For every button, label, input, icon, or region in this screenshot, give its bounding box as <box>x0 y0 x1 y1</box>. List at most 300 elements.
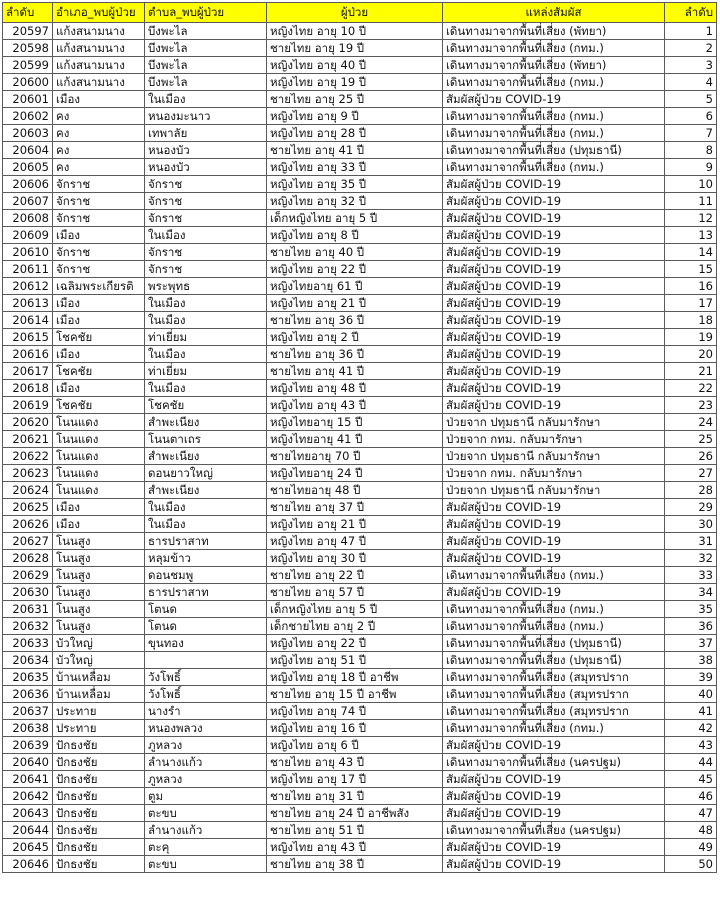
table-row <box>3 346 717 363</box>
table-row <box>3 278 717 295</box>
table-row <box>3 227 717 244</box>
cell-district: คง <box>53 108 145 125</box>
cell-patient: หญิงไทยอายุ 15 ปี <box>267 414 443 431</box>
cell-subdistrict: จักราช <box>145 176 267 193</box>
cell-contact: สัมผัสผู้ป่วย COVID-19 <box>443 176 665 193</box>
table-row <box>3 618 717 635</box>
cell-district: เมือง <box>53 91 145 108</box>
cell-subdistrict: จักราช <box>145 244 267 261</box>
cell-patient: ชายไทย อายุ 37 ปี <box>267 499 443 516</box>
cell-subdistrict: สำพะเนียง <box>145 448 267 465</box>
cell-id: 20635 <box>3 669 53 686</box>
cell-patient: หญิงไทยอายุ 41 ปี <box>267 431 443 448</box>
cell-district: บ้านเหลื่อม <box>53 686 145 703</box>
cell-contact: เดินทางมาจากพื้นที่เสี่ยง (กทม.) <box>443 125 665 142</box>
cell-patient: หญิงไทย อายุ 43 ปี <box>267 839 443 856</box>
cell-district: เมือง <box>53 499 145 516</box>
cell-patient: ชายไทย อายุ 15 ปี อาชีพ <box>267 686 443 703</box>
cell-district: แก้งสนามนาง <box>53 40 145 57</box>
cell-subdistrict: โชคชัย <box>145 397 267 414</box>
cell-patient: ชายไทย อายุ 22 ปี <box>267 567 443 584</box>
cell-order: 31 <box>665 533 717 550</box>
cell-id: 20606 <box>3 176 53 193</box>
header-district: อำเภอ_พบผู้ป่วย <box>53 3 145 23</box>
cell-order: 18 <box>665 312 717 329</box>
cell-district: ประทาย <box>53 720 145 737</box>
header-id: ลำดับ <box>3 3 53 23</box>
cell-subdistrict: ธารปราสาท <box>145 533 267 550</box>
cell-subdistrict: ท่าเยี่ยม <box>145 329 267 346</box>
cell-id: 20642 <box>3 788 53 805</box>
cell-subdistrict: วังโพธิ์ <box>145 669 267 686</box>
table-row <box>3 771 717 788</box>
cell-contact: สัมผัสผู้ป่วย COVID-19 <box>443 788 665 805</box>
cell-patient: หญิงไทย อายุ 30 ปี <box>267 550 443 567</box>
cell-district: เมือง <box>53 346 145 363</box>
cell-contact: เดินทางมาจากพื้นที่เสี่ยง (กทม.) <box>443 159 665 176</box>
cell-order: 14 <box>665 244 717 261</box>
cell-patient: ชายไทย อายุ 40 ปี <box>267 244 443 261</box>
cell-id: 20615 <box>3 329 53 346</box>
cell-patient: หญิงไทย อายุ 47 ปี <box>267 533 443 550</box>
cell-order: 33 <box>665 567 717 584</box>
cell-id: 20614 <box>3 312 53 329</box>
cell-contact: สัมผัสผู้ป่วย COVID-19 <box>443 584 665 601</box>
cell-id: 20608 <box>3 210 53 227</box>
table-row <box>3 567 717 584</box>
cell-patient: หญิงไทย อายุ 43 ปี <box>267 397 443 414</box>
table-row <box>3 601 717 618</box>
cell-district: ปักธงชัย <box>53 822 145 839</box>
cell-id: 20634 <box>3 652 53 669</box>
cell-contact: เดินทางมาจากพื้นที่เสี่ยง (สมุทรปราก <box>443 669 665 686</box>
table-row <box>3 176 717 193</box>
cell-id: 20628 <box>3 550 53 567</box>
cell-patient: ชายไทย อายุ 24 ปี อาชีพสัง <box>267 805 443 822</box>
cell-contact: เดินทางมาจากพื้นที่เสี่ยง (กทม.) <box>443 720 665 737</box>
cell-district: ปักธงชัย <box>53 805 145 822</box>
cell-id: 20645 <box>3 839 53 856</box>
cell-contact: สัมผัสผู้ป่วย COVID-19 <box>443 533 665 550</box>
cell-district: จักราช <box>53 244 145 261</box>
cell-contact: สัมผัสผู้ป่วย COVID-19 <box>443 329 665 346</box>
cell-order: 20 <box>665 346 717 363</box>
cell-patient: ชายไทย อายุ 57 ปี <box>267 584 443 601</box>
cell-id: 20630 <box>3 584 53 601</box>
cell-district: โนนสูง <box>53 601 145 618</box>
cell-subdistrict: ตะขบ <box>145 856 267 873</box>
table-row <box>3 380 717 397</box>
cell-patient: หญิงไทย อายุ 9 ปี <box>267 108 443 125</box>
cell-district: โชคชัย <box>53 397 145 414</box>
cell-id: 20600 <box>3 74 53 91</box>
cell-id: 20623 <box>3 465 53 482</box>
cell-id: 20643 <box>3 805 53 822</box>
table-row <box>3 720 717 737</box>
cell-subdistrict: ในเมือง <box>145 380 267 397</box>
cell-id: 20609 <box>3 227 53 244</box>
cell-patient: ชายไทย อายุ 43 ปี <box>267 754 443 771</box>
header-subdistrict: ตำบล_พบผู้ป่วย <box>145 3 267 23</box>
cell-order: 32 <box>665 550 717 567</box>
cell-id: 20597 <box>3 23 53 40</box>
table-row <box>3 210 717 227</box>
cell-order: 6 <box>665 108 717 125</box>
cell-id: 20601 <box>3 91 53 108</box>
cell-order: 40 <box>665 686 717 703</box>
cell-subdistrict: บึงพะไล <box>145 74 267 91</box>
cell-district: ปักธงชัย <box>53 771 145 788</box>
cell-district: เมือง <box>53 312 145 329</box>
cell-subdistrict: หนองบัว <box>145 142 267 159</box>
cell-contact: สัมผัสผู้ป่วย COVID-19 <box>443 346 665 363</box>
cell-order: 37 <box>665 635 717 652</box>
cell-id: 20624 <box>3 482 53 499</box>
cell-district: จักราช <box>53 210 145 227</box>
cell-district: โนนสูง <box>53 550 145 567</box>
cell-patient: เด็กชายไทย อายุ 2 ปี <box>267 618 443 635</box>
cell-id: 20618 <box>3 380 53 397</box>
table-row <box>3 431 717 448</box>
cell-district: เมือง <box>53 227 145 244</box>
cell-id: 20621 <box>3 431 53 448</box>
cell-patient: หญิงไทย อายุ 35 ปี <box>267 176 443 193</box>
cell-order: 19 <box>665 329 717 346</box>
cell-subdistrict: ท่าเยี่ยม <box>145 363 267 380</box>
cell-district: โนนสูง <box>53 567 145 584</box>
cell-contact: สัมผัสผู้ป่วย COVID-19 <box>443 227 665 244</box>
cell-subdistrict: ในเมือง <box>145 312 267 329</box>
cell-id: 20607 <box>3 193 53 210</box>
cell-order: 35 <box>665 601 717 618</box>
cell-order: 7 <box>665 125 717 142</box>
cell-id: 20599 <box>3 57 53 74</box>
cell-subdistrict: บึงพะไล <box>145 23 267 40</box>
cell-id: 20632 <box>3 618 53 635</box>
cell-order: 44 <box>665 754 717 771</box>
cell-id: 20640 <box>3 754 53 771</box>
cell-patient: ชายไทย อายุ 41 ปี <box>267 363 443 380</box>
cell-district: โนนสูง <box>53 533 145 550</box>
cell-district: บัวใหญ่ <box>53 635 145 652</box>
cell-contact: สัมผัสผู้ป่วย COVID-19 <box>443 499 665 516</box>
cell-district: ปักธงชัย <box>53 788 145 805</box>
table-row <box>3 125 717 142</box>
cell-district: จักราช <box>53 176 145 193</box>
table-row <box>3 805 717 822</box>
cell-id: 20598 <box>3 40 53 57</box>
cell-id: 20625 <box>3 499 53 516</box>
cell-order: 21 <box>665 363 717 380</box>
cell-subdistrict: ดอนยาวใหญ่ <box>145 465 267 482</box>
cell-patient: หญิงไทย อายุ 22 ปี <box>267 261 443 278</box>
cell-order: 26 <box>665 448 717 465</box>
cell-patient: หญิงไทย อายุ 2 ปี <box>267 329 443 346</box>
table-row <box>3 244 717 261</box>
table-row <box>3 23 717 40</box>
cell-contact: สัมผัสผู้ป่วย COVID-19 <box>443 295 665 312</box>
table-row <box>3 91 717 108</box>
cell-patient: ชายไทย อายุ 31 ปี <box>267 788 443 805</box>
cell-id: 20629 <box>3 567 53 584</box>
cell-contact: สัมผัสผู้ป่วย COVID-19 <box>443 771 665 788</box>
cell-contact: เดินทางมาจากพื้นที่เสี่ยง (กทม.) <box>443 74 665 91</box>
cell-district: บัวใหญ่ <box>53 652 145 669</box>
cell-district: เมือง <box>53 295 145 312</box>
cell-subdistrict: นางรำ <box>145 703 267 720</box>
cell-contact: เดินทางมาจากพื้นที่เสี่ยง (นครปฐม) <box>443 822 665 839</box>
table-row <box>3 669 717 686</box>
cell-district: ปักธงชัย <box>53 737 145 754</box>
cell-order: 39 <box>665 669 717 686</box>
cell-order: 8 <box>665 142 717 159</box>
cell-order: 48 <box>665 822 717 839</box>
cell-subdistrict: ภูหลวง <box>145 737 267 754</box>
cell-subdistrict: ตูม <box>145 788 267 805</box>
cell-district: ปักธงชัย <box>53 839 145 856</box>
cell-patient: หญิงไทย อายุ 28 ปี <box>267 125 443 142</box>
cell-order: 11 <box>665 193 717 210</box>
cell-subdistrict: จักราช <box>145 261 267 278</box>
cell-contact: ป่วยจาก กทม. กลับมารักษา <box>443 465 665 482</box>
cell-order: 2 <box>665 40 717 57</box>
cell-district: โชคชัย <box>53 363 145 380</box>
cell-patient: หญิงไทย อายุ 6 ปี <box>267 737 443 754</box>
cell-subdistrict: สำพะเนียง <box>145 414 267 431</box>
cell-subdistrict: ในเมือง <box>145 346 267 363</box>
cell-order: 30 <box>665 516 717 533</box>
cell-contact: เดินทางมาจากพื้นที่เสี่ยง (ปทุมธานี) <box>443 635 665 652</box>
cell-district: ปักธงชัย <box>53 754 145 771</box>
cell-patient: หญิงไทย อายุ 22 ปี <box>267 635 443 652</box>
cell-patient: ชายไทย อายุ 36 ปี <box>267 312 443 329</box>
cell-contact: สัมผัสผู้ป่วย COVID-19 <box>443 210 665 227</box>
cell-contact: ป่วยจาก ปทุมธานี กลับมารักษา <box>443 414 665 431</box>
cell-district: ประทาย <box>53 703 145 720</box>
cell-district: คง <box>53 142 145 159</box>
cell-contact: เดินทางมาจากพื้นที่เสี่ยง (กทม.) <box>443 108 665 125</box>
cell-order: 34 <box>665 584 717 601</box>
table-row <box>3 652 717 669</box>
table-row <box>3 159 717 176</box>
cell-contact: สัมผัสผู้ป่วย COVID-19 <box>443 397 665 414</box>
cell-patient: หญิงไทย อายุ 16 ปี <box>267 720 443 737</box>
cell-order: 38 <box>665 652 717 669</box>
cell-district: โนนแดง <box>53 414 145 431</box>
cell-district: แก้งสนามนาง <box>53 57 145 74</box>
cell-order: 47 <box>665 805 717 822</box>
cell-patient: ชายไทย อายุ 36 ปี <box>267 346 443 363</box>
cell-subdistrict: สำพะเนียง <box>145 482 267 499</box>
cell-id: 20611 <box>3 261 53 278</box>
cell-subdistrict: หนองมะนาว <box>145 108 267 125</box>
cell-contact: เดินทางมาจากพื้นที่เสี่ยง (กทม.) <box>443 567 665 584</box>
cell-order: 29 <box>665 499 717 516</box>
cell-patient: เด็กหญิงไทย อายุ 5 ปี <box>267 601 443 618</box>
cell-id: 20605 <box>3 159 53 176</box>
cell-district: คง <box>53 159 145 176</box>
cell-id: 20612 <box>3 278 53 295</box>
cell-order: 17 <box>665 295 717 312</box>
cell-order: 13 <box>665 227 717 244</box>
cell-district: บ้านเหลื่อม <box>53 669 145 686</box>
cell-subdistrict: ธารปราสาท <box>145 584 267 601</box>
cell-contact: สัมผัสผู้ป่วย COVID-19 <box>443 91 665 108</box>
header-patient: ผู้ป่วย <box>267 3 443 23</box>
cell-subdistrict: ตะคุ <box>145 839 267 856</box>
cell-contact: เดินทางมาจากพื้นที่เสี่ยง (พัทยา) <box>443 57 665 74</box>
cell-patient: หญิงไทย อายุ 51 ปี <box>267 652 443 669</box>
cell-contact: เดินทางมาจากพื้นที่เสี่ยง (ปทุมธานี) <box>443 652 665 669</box>
cell-id: 20646 <box>3 856 53 873</box>
cell-patient: ชายไทย อายุ 51 ปี <box>267 822 443 839</box>
cell-subdistrict: จักราช <box>145 210 267 227</box>
cell-id: 20613 <box>3 295 53 312</box>
table-row <box>3 465 717 482</box>
cell-subdistrict: วังโพธิ์ <box>145 686 267 703</box>
table-row <box>3 397 717 414</box>
cell-order: 24 <box>665 414 717 431</box>
table-row <box>3 261 717 278</box>
cell-order: 43 <box>665 737 717 754</box>
cell-district: ปักธงชัย <box>53 856 145 873</box>
cell-contact: สัมผัสผู้ป่วย COVID-19 <box>443 193 665 210</box>
table-row <box>3 686 717 703</box>
cell-contact: เดินทางมาจากพื้นที่เสี่ยง (ปทุมธานี) <box>443 142 665 159</box>
cell-patient: เด็กหญิงไทย อายุ 5 ปี <box>267 210 443 227</box>
table-row <box>3 839 717 856</box>
cell-contact: เดินทางมาจากพื้นที่เสี่ยง (กทม.) <box>443 40 665 57</box>
cell-id: 20627 <box>3 533 53 550</box>
cell-subdistrict: ในเมือง <box>145 295 267 312</box>
cell-order: 9 <box>665 159 717 176</box>
table-row <box>3 703 717 720</box>
cell-contact: สัมผัสผู้ป่วย COVID-19 <box>443 805 665 822</box>
cell-order: 36 <box>665 618 717 635</box>
cell-subdistrict: หนองพลวง <box>145 720 267 737</box>
cell-order: 1 <box>665 23 717 40</box>
cell-patient: หญิงไทย อายุ 21 ปี <box>267 516 443 533</box>
cell-contact: เดินทางมาจากพื้นที่เสี่ยง (สมุทรปราก <box>443 703 665 720</box>
cell-order: 49 <box>665 839 717 856</box>
cell-id: 20617 <box>3 363 53 380</box>
table-row <box>3 754 717 771</box>
cell-order: 4 <box>665 74 717 91</box>
cell-district: โนนสูง <box>53 618 145 635</box>
cell-district: เฉลิมพระเกียรติ <box>53 278 145 295</box>
cell-order: 46 <box>665 788 717 805</box>
cell-id: 20604 <box>3 142 53 159</box>
cell-district: โนนสูง <box>53 584 145 601</box>
cell-subdistrict: ตะขบ <box>145 805 267 822</box>
cell-subdistrict: พระพุทธ <box>145 278 267 295</box>
cell-subdistrict: บึงพะไล <box>145 40 267 57</box>
table-row <box>3 737 717 754</box>
cell-subdistrict: โตนด <box>145 601 267 618</box>
cases-table <box>2 2 717 873</box>
cell-contact: ป่วยจาก กทม. กลับมารักษา <box>443 431 665 448</box>
cell-order: 3 <box>665 57 717 74</box>
cell-patient: หญิงไทย อายุ 74 ปี <box>267 703 443 720</box>
cell-patient: หญิงไทย อายุ 21 ปี <box>267 295 443 312</box>
cell-id: 20620 <box>3 414 53 431</box>
cell-patient: ชายไทย อายุ 19 ปี <box>267 40 443 57</box>
cell-contact: สัมผัสผู้ป่วย COVID-19 <box>443 278 665 295</box>
cell-district: จักราช <box>53 261 145 278</box>
cell-patient: หญิงไทย อายุ 33 ปี <box>267 159 443 176</box>
cell-subdistrict: โนนตาเถร <box>145 431 267 448</box>
cell-subdistrict: ในเมือง <box>145 91 267 108</box>
cell-district: แก้งสนามนาง <box>53 23 145 40</box>
cell-id: 20610 <box>3 244 53 261</box>
table-row <box>3 516 717 533</box>
cell-subdistrict: ในเมือง <box>145 499 267 516</box>
cell-contact: สัมผัสผู้ป่วย COVID-19 <box>443 737 665 754</box>
cell-district: โนนแดง <box>53 448 145 465</box>
table-row <box>3 822 717 839</box>
cell-contact: สัมผัสผู้ป่วย COVID-19 <box>443 380 665 397</box>
cell-contact: สัมผัสผู้ป่วย COVID-19 <box>443 550 665 567</box>
cell-district: แก้งสนามนาง <box>53 74 145 91</box>
table-row <box>3 142 717 159</box>
cell-order: 28 <box>665 482 717 499</box>
cell-contact: ป่วยจาก ปทุมธานี กลับมารักษา <box>443 448 665 465</box>
cell-subdistrict <box>145 652 267 669</box>
cell-id: 20626 <box>3 516 53 533</box>
cell-id: 20619 <box>3 397 53 414</box>
cell-district: คง <box>53 125 145 142</box>
table-row <box>3 856 717 873</box>
cell-contact: เดินทางมาจากพื้นที่เสี่ยง (กทม.) <box>443 601 665 618</box>
table-row <box>3 635 717 652</box>
cell-id: 20639 <box>3 737 53 754</box>
cell-district: เมือง <box>53 380 145 397</box>
cell-district: โนนแดง <box>53 431 145 448</box>
cell-patient: หญิงไทย อายุ 8 ปี <box>267 227 443 244</box>
table-row <box>3 193 717 210</box>
cell-subdistrict: จักราช <box>145 193 267 210</box>
table-row <box>3 533 717 550</box>
cell-id: 20631 <box>3 601 53 618</box>
cell-contact: สัมผัสผู้ป่วย COVID-19 <box>443 261 665 278</box>
table-row <box>3 584 717 601</box>
cell-order: 25 <box>665 431 717 448</box>
cell-contact: สัมผัสผู้ป่วย COVID-19 <box>443 839 665 856</box>
cell-subdistrict: ขุนทอง <box>145 635 267 652</box>
table-row <box>3 363 717 380</box>
cell-order: 15 <box>665 261 717 278</box>
cell-id: 20633 <box>3 635 53 652</box>
cell-subdistrict: ลำนางแก้ว <box>145 754 267 771</box>
cell-order: 27 <box>665 465 717 482</box>
cell-order: 22 <box>665 380 717 397</box>
cell-order: 50 <box>665 856 717 873</box>
table-row <box>3 414 717 431</box>
cell-patient: หญิงไทย อายุ 10 ปี <box>267 23 443 40</box>
cell-id: 20622 <box>3 448 53 465</box>
cell-subdistrict: หนองบัว <box>145 159 267 176</box>
cell-id: 20637 <box>3 703 53 720</box>
cell-district: โนนแดง <box>53 465 145 482</box>
cell-district: โนนแดง <box>53 482 145 499</box>
header-row <box>3 3 717 23</box>
cell-patient: หญิงไทย อายุ 19 ปี <box>267 74 443 91</box>
cell-subdistrict: โตนด <box>145 618 267 635</box>
cell-patient: ชายไทย อายุ 41 ปี <box>267 142 443 159</box>
cell-contact: สัมผัสผู้ป่วย COVID-19 <box>443 856 665 873</box>
table-row <box>3 74 717 91</box>
header-contact: แหล่งสัมผัส <box>443 3 665 23</box>
